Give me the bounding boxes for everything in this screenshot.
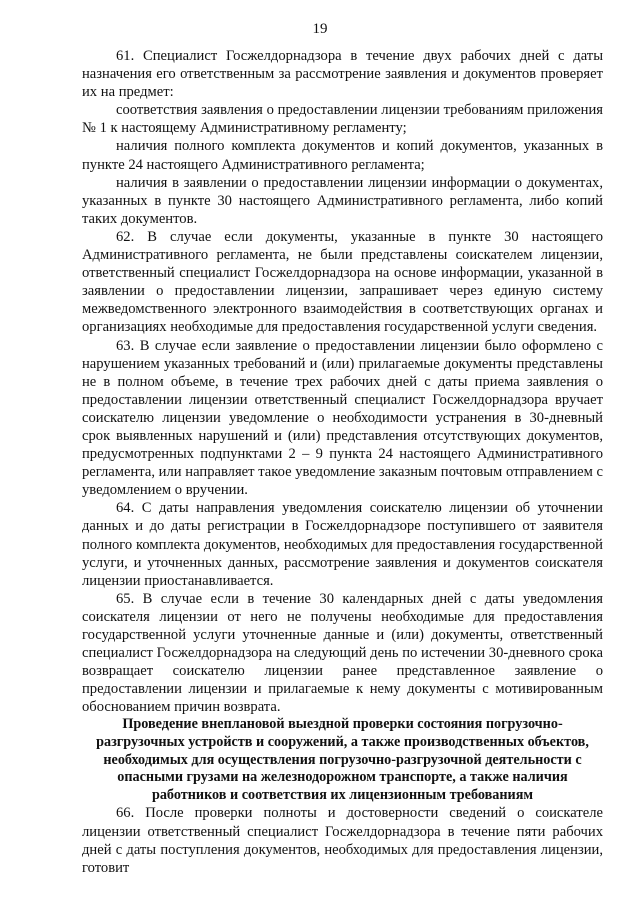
paragraph-61-item-1: соответствия заявления о предоставлении лицензии требованиям приложения № 1 к настоящему Административному регламенту; (82, 102, 603, 137)
paragraph-65: 65. В случае если в течение 30 календарных дней с даты уведомления соискателя лицензии от него не получены необходимые для предоставления государственной услуги уточненные данные и (или) документы, ответственный специалист Госжелдорнадзора на следующий день по истечении 30-дневного срока возвращает соискателю лицензии ранее представленное заявление о предоставлении лицензии и прилагаемые к нему документы с мотивированным обоснованием причин возврата. (82, 590, 603, 716)
section-heading: Проведение внеплановой выездной проверки состояния погрузочно-разгрузочных устройств и сооружений, а также производственных объектов, необходимых для осуществления погрузочно-разгрузочной деятельности с опасными грузами на железнодорожном транспорте, а также наличия работников и соответствия их лицензионным требованиям (96, 716, 589, 803)
paragraph-61-item-2: наличия полного комплекта документов и копий документов, указанных в пункте 24 настоящего Административного регламента; (82, 138, 603, 173)
paragraph-62: 62. В случае если документы, указанные в пункте 30 настоящего Административного регламента, не были представлены соискателем лицензии, ответственный специалист Госжелдорнадзора на основе информации, указанной в заявлении о предоставлении лицензии, запрашивает через единую систему межведомственного электронного взаимодействия в соответствующих органах и организациях необходимые для предоставления государственной услуги сведения. (82, 228, 603, 336)
paragraph-66: 66. После проверки полноты и достоверности сведений о соискателе лицензии ответственный специалист Госжелдорнадзора в течение пяти рабочих дней с даты поступления документов, необходимых для предоставления лицензии, готовит (82, 805, 603, 876)
paragraph-63: 63. В случае если заявление о предоставлении лицензии было оформлено с нарушением указанных требований и (или) прилагаемые документы представлены не в полном объеме, в течение трех рабочих дней с даты приема заявления о предоставлении лицензии ответственный специалист Госжелдорнадзора вручает соискателю лицензии уведомление о необходимости устранения в 30-дневный срок выявленных нарушений и (или) представления отсутствующих документов, предусмотренных подпунктами 2 – 9 пункта 24 настоящего Административного регламента, или направляет такое уведомление заказным почтовым отправлением с уведомлением о вручении. (82, 337, 603, 499)
paragraph-61-intro: 61. Специалист Госжелдорнадзора в течение двух рабочих дней с даты назначения его ответственным за рассмотрение заявления и документов проверяет их на предмет: (82, 48, 603, 101)
page-number: 19 (312, 21, 328, 37)
paragraph-61-item-3: наличия в заявлении о предоставлении лицензии информации о документах, указанных в пункте 30 настоящего Административного регламента, либо копий таких документов. (82, 174, 603, 227)
document-body (82, 47, 603, 877)
paragraph-64: 64. С даты направления уведомления соискателю лицензии об уточнении данных и до даты регистрации в Госжелдорнадзоре поступившего от заявителя полного комплекта документов, необходимых для предоставления государственной услуги, и уточненных данных, рассмотрение заявления и документов соискателя лицензии приостанавливается. (82, 500, 603, 589)
